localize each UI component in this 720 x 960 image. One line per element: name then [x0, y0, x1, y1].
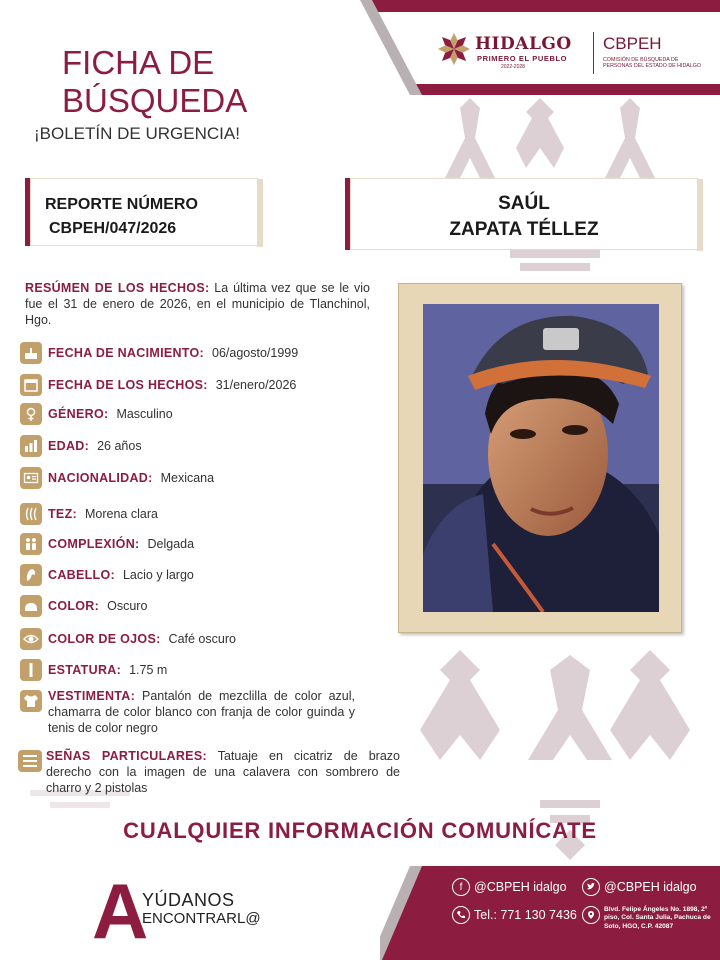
twitter-icon	[582, 878, 600, 896]
height-row	[20, 659, 167, 681]
help-logo-letter: A	[92, 867, 149, 955]
birth-date-label: FECHA DE NACIMIENTO:	[48, 346, 204, 360]
skin-row	[20, 503, 158, 525]
marks-icon	[18, 750, 42, 772]
title-line-2: BÚSQUEDA	[62, 82, 248, 119]
event-date-value: 31/enero/2026	[215, 378, 297, 392]
nationality-row	[20, 467, 214, 489]
age-icon	[20, 435, 42, 457]
location-contact	[582, 906, 604, 924]
gender-label: GÉNERO:	[48, 407, 109, 421]
person-photo	[423, 304, 659, 612]
help-logo-line-2: ENCONTRARL@	[142, 910, 261, 927]
height-label: ESTATURA:	[48, 663, 122, 677]
facebook-handle: @CBPEH idalgo	[474, 880, 567, 894]
height-value: 1.75 m	[129, 663, 168, 677]
birth-date-value: 06/agosto/1999	[212, 346, 299, 360]
agency-acronym: CBPEH	[603, 34, 662, 53]
page-subtitle: ¡BOLETÍN DE URGENCIA!	[34, 124, 240, 143]
eye-color-row	[20, 628, 236, 650]
flower-emblem-icon	[437, 32, 471, 66]
hair-color-label: COLOR:	[48, 599, 100, 613]
nationality-label: NACIONALIDAD:	[48, 471, 153, 485]
brand-tagline: PRIMERO EL PUEBLO	[477, 54, 568, 63]
gender-row	[20, 403, 173, 425]
id-card-icon	[20, 467, 42, 489]
skin-icon	[20, 503, 42, 525]
nationality-value: Mexicana	[160, 471, 215, 485]
event-date-row	[20, 374, 296, 396]
report-number-label: REPORTE NÚMERO	[45, 196, 198, 213]
photo-frame	[398, 283, 682, 633]
person-first-name: SAÚL	[498, 193, 550, 214]
phone-number: Tel.: 771 130 7436	[474, 908, 577, 922]
hair-row	[20, 564, 194, 586]
distinctive-marks-row	[18, 748, 400, 796]
logo-divider	[593, 32, 594, 74]
hair-color-value: Oscuro	[107, 599, 148, 613]
cake-icon	[20, 342, 42, 364]
marks-label: SEÑAS PARTICULARES:	[46, 749, 207, 763]
hidalgo-cbpeh-logo	[437, 28, 707, 80]
report-number-box	[30, 178, 258, 246]
location-pin-icon	[582, 906, 600, 924]
build-label: COMPLEXIÓN:	[48, 537, 140, 551]
hair-color-row	[20, 595, 147, 617]
twitter-handle: @CBPEH idalgo	[604, 880, 697, 894]
hair-icon	[20, 564, 42, 586]
brand-years: 2022-2028	[501, 64, 525, 70]
eye-color-value: Café oscuro	[168, 632, 236, 646]
phone-icon	[452, 906, 470, 924]
agency-full-name: COMISIÓN DE BÚSQUEDA DE PERSONAS DEL ESTADO DE HIDALGO	[603, 57, 702, 69]
clothing-row	[20, 688, 355, 736]
summary-text: La última vez que se le vio fue el 31 de enero de 2026, en el municipio de Tlanchinol, Hgo.	[25, 281, 370, 327]
ruler-icon	[20, 659, 42, 681]
facebook-icon: f	[452, 878, 470, 896]
brand-name: HIDALGO	[475, 34, 572, 54]
age-label: EDAD:	[48, 439, 90, 453]
eye-icon	[20, 628, 42, 650]
clothing-value: Pantalón de mezclilla de color azul, chamarra de color blanco con franja de color guinda y tenis de color negro	[48, 689, 355, 735]
person-last-names: ZAPATA TÉLLEZ	[449, 219, 599, 240]
phone-contact[interactable]	[452, 906, 577, 924]
twitter-contact[interactable]	[582, 878, 697, 896]
gender-value: Masculino	[116, 407, 173, 421]
skin-value: Morena clara	[84, 507, 158, 521]
help-logo-line-1: YÚDANOS	[142, 890, 235, 910]
address-text: Blvd. Felipe Ángeles No. 1898, 2º piso, Col. Santa Julia, Pachuca de Soto, HGO, C.P. 42087	[604, 906, 711, 930]
gender-icon	[20, 403, 42, 425]
page-title	[62, 44, 247, 120]
hair-label: CABELLO:	[48, 568, 115, 582]
report-number-value: CBPEH/047/2026	[49, 220, 177, 237]
age-row	[20, 435, 142, 457]
body-icon	[20, 533, 42, 555]
build-value: Delgada	[147, 537, 195, 551]
title-line-1: FICHA DE	[62, 44, 215, 81]
calendar-icon	[20, 374, 42, 396]
call-to-action: CUALQUIER INFORMACIÓN COMUNÍCATE	[123, 818, 597, 843]
person-name-box	[350, 178, 698, 250]
birth-date-row	[20, 342, 298, 364]
event-date-label: FECHA DE LOS HECHOS:	[48, 378, 208, 392]
build-row	[20, 533, 194, 555]
summary-section	[25, 280, 370, 328]
shirt-icon	[20, 690, 42, 712]
facebook-contact[interactable]	[452, 878, 567, 896]
hair-color-icon	[20, 595, 42, 617]
age-value: 26 años	[97, 439, 142, 453]
hair-value: Lacio y largo	[122, 568, 194, 582]
marks-value: Tatuaje en cicatriz de brazo derecho con la imagen de una calavera con sombrero de charro y 2 pistolas	[46, 749, 400, 795]
summary-label: RESÚMEN DE LOS HECHOS:	[25, 281, 210, 295]
clothing-label: VESTIMENTA:	[48, 689, 136, 703]
skin-label: TEZ:	[48, 507, 77, 521]
eye-color-label: COLOR DE OJOS:	[48, 632, 161, 646]
